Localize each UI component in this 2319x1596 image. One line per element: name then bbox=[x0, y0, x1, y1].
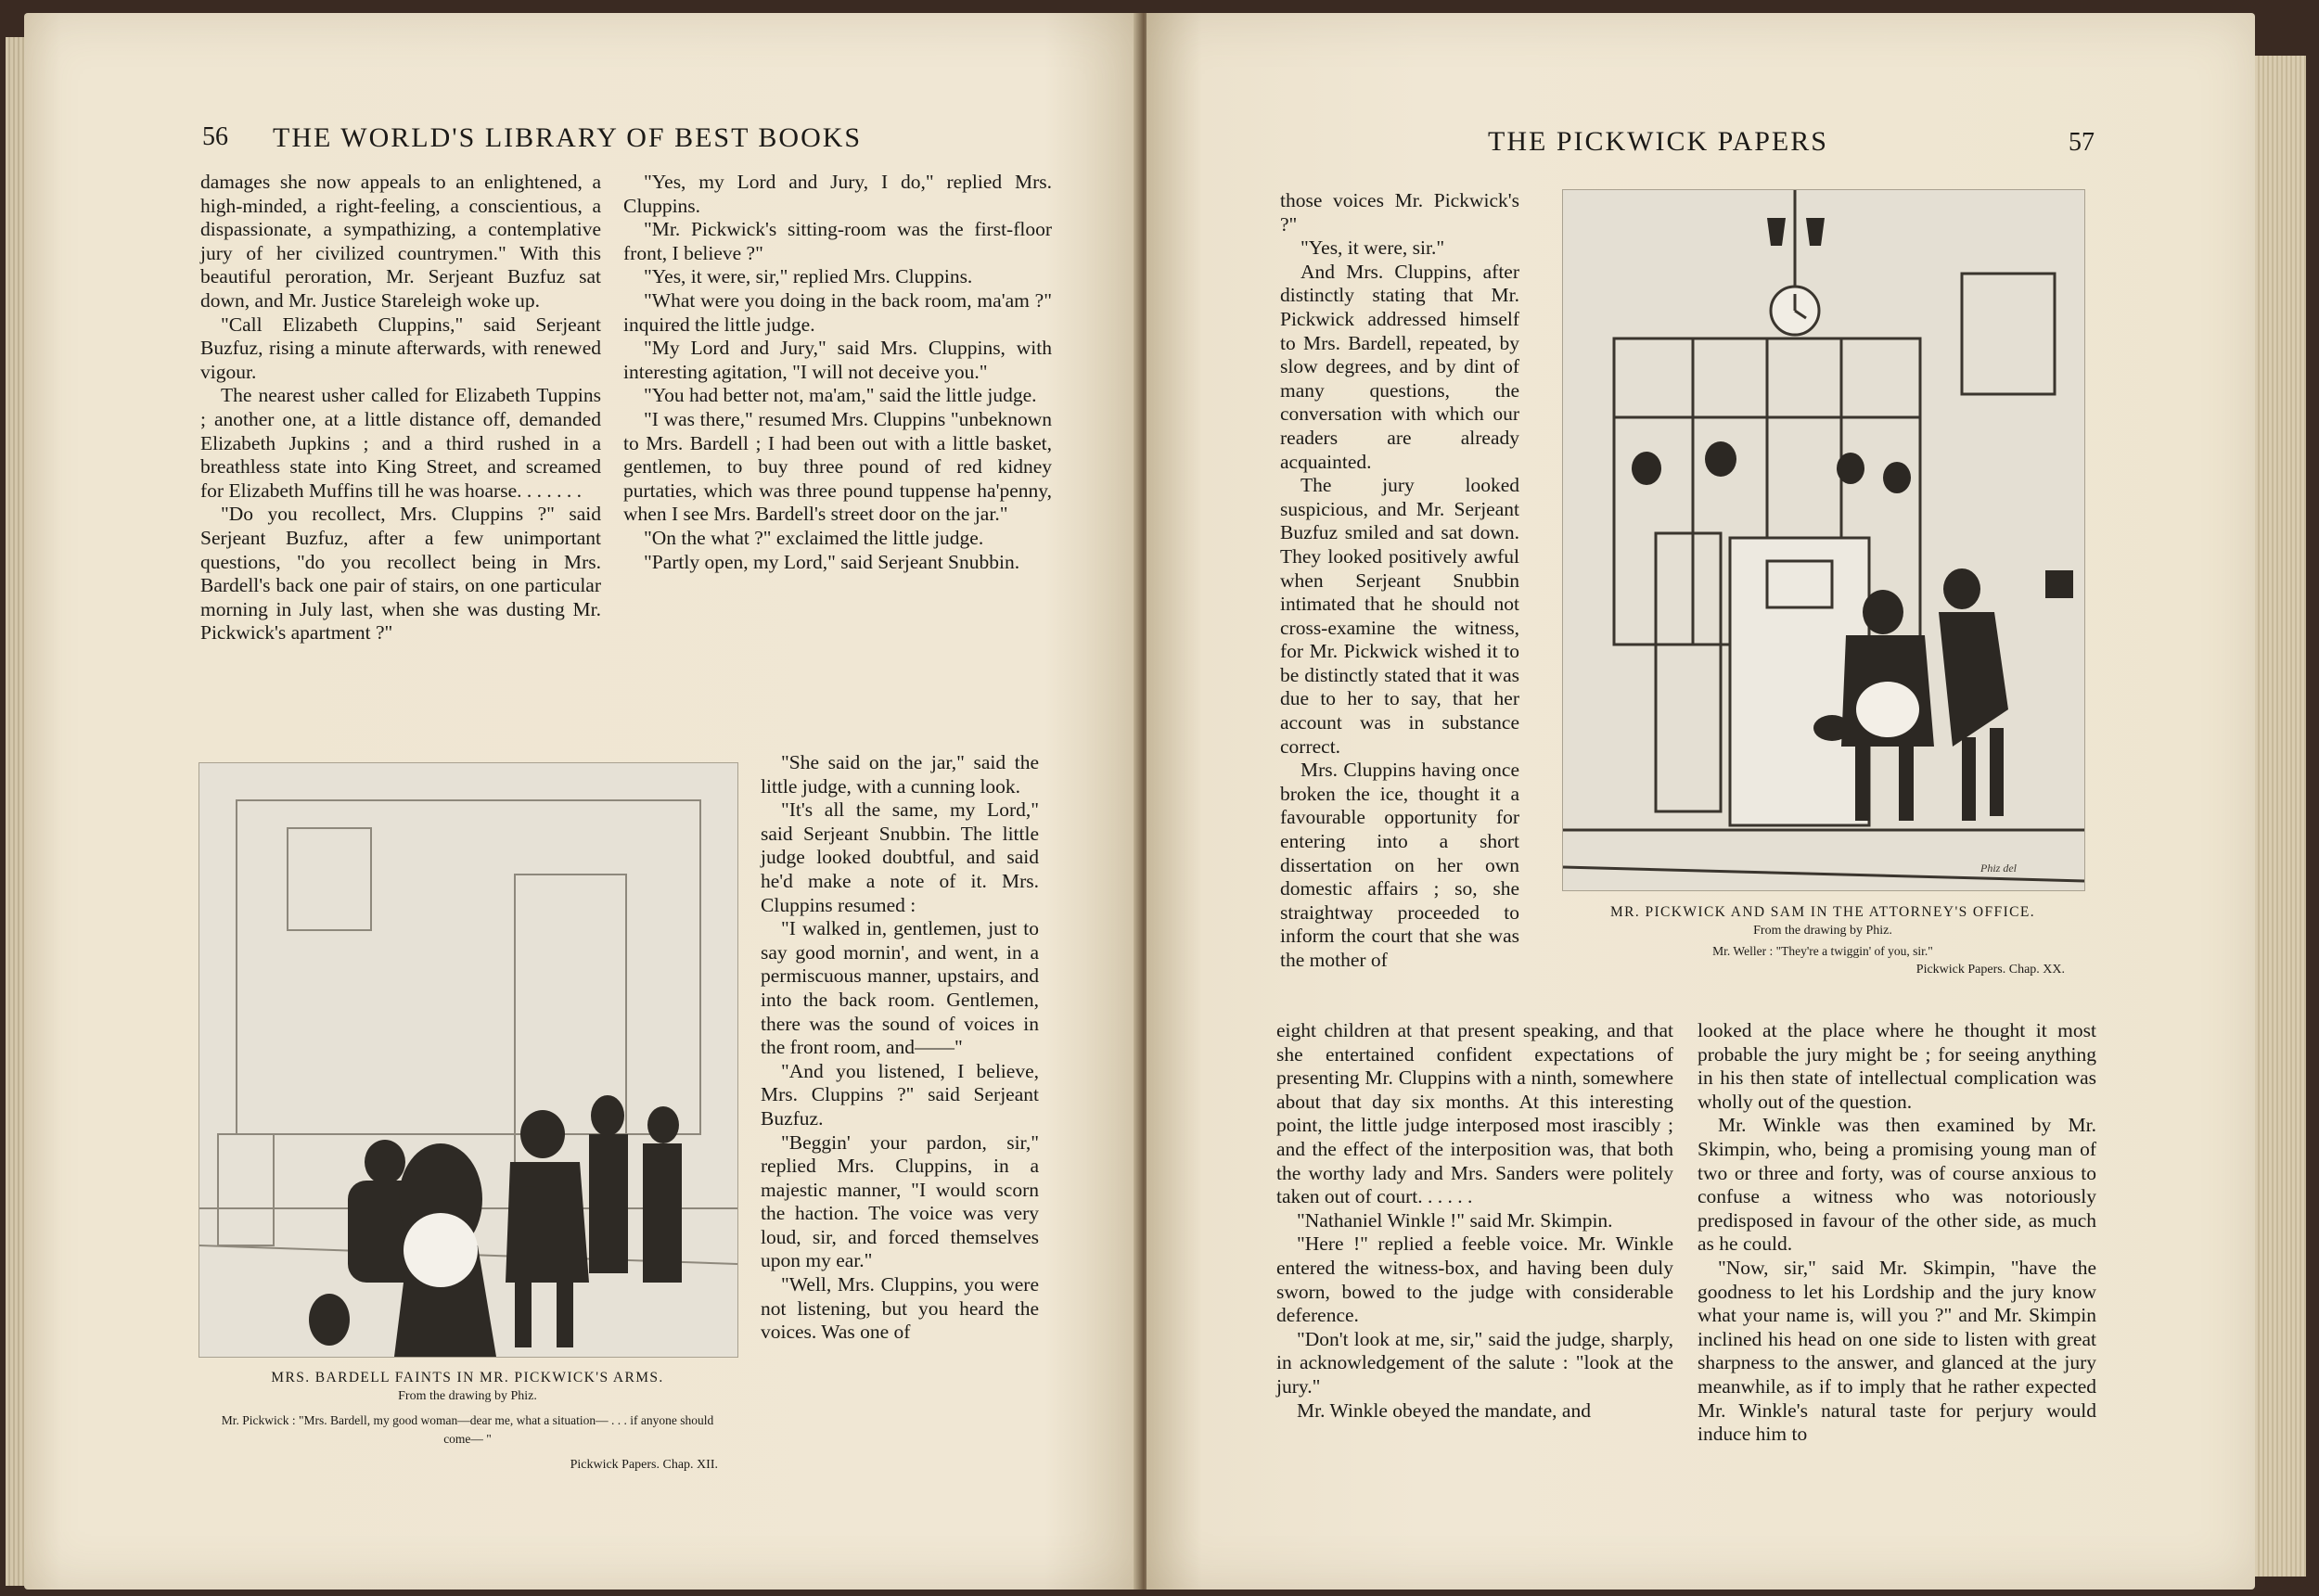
right-page-edges bbox=[2255, 56, 2306, 1577]
illustration-attorneys-office bbox=[1562, 189, 2085, 891]
paragraph: "Well, Mrs. Cluppins, you were not listening, but you heard the voices. Was one of bbox=[761, 1273, 1039, 1344]
paragraph: "Yes, it were, sir," replied Mrs. Cluppins. bbox=[644, 265, 973, 288]
caption-source: Pickwick Papers. Chap. XX. bbox=[1915, 963, 2065, 977]
illustration-mrs-bardell-faints bbox=[199, 762, 738, 1358]
paragraph: "What were you doing in the back room, ma'am ?" inquired the little judge. bbox=[623, 288, 1052, 336]
left-page-edges bbox=[6, 37, 26, 1586]
paragraph: "Partly open, my Lord," said Serjeant Snubbin. bbox=[644, 550, 1020, 573]
text-column-left-1 bbox=[200, 171, 601, 645]
paragraph: those voices Mr. Pickwick's ?" bbox=[1280, 189, 1519, 236]
left-page bbox=[24, 13, 1141, 1590]
paragraph: The jury looked suspicious, and Mr. Serjeant Buzfuz smiled and sat down. They looked positively awful when Serjeant Snubbin intimated that he should not cross-examine the witness, for Mr. Pickwick wished it to be distinctly stated that it was due to her to say, that her account was in substance correct. bbox=[1280, 474, 1519, 758]
right-page bbox=[1147, 13, 2255, 1590]
paragraph: "On the what ?" exclaimed the little judge. bbox=[644, 526, 984, 549]
caption-credit: From the drawing by Phiz. bbox=[1753, 924, 1892, 938]
illustration-caption-right bbox=[1562, 903, 2083, 979]
paragraph: "She said on the jar," said the little judge, with a cunning look. bbox=[761, 751, 1039, 798]
text-column-right-b bbox=[1698, 1019, 2096, 1447]
illustration-caption-left bbox=[199, 1369, 737, 1475]
paragraph: eight children at that present speaking, and that she entertained confident expectations of presenting Mr. Cluppins with a ninth, somewhere about that day six months. At this interesting point, the little judge interposed most irascibly ; and the effect of the interposition was, that both the worthy lady and Mrs. Sanders were politely taken out of court. . . . . . bbox=[1276, 1019, 1673, 1208]
paragraph: "Here !" replied a feeble voice. Mr. Winkle entered the witness-box, and having been duly sworn, bowed to the judge with considerable deference. bbox=[1276, 1232, 1673, 1327]
etching-drawing bbox=[199, 763, 737, 1357]
paragraph: "Yes, it were, sir." bbox=[1300, 236, 1445, 260]
caption-credit: From the drawing by Phiz. bbox=[398, 1389, 537, 1403]
paragraph: "Yes, my Lord and Jury, I do," replied Mrs. Cluppins. bbox=[623, 171, 1052, 217]
paragraph: "And you listened, I believe, Mrs. Cluppins ?" said Serjeant Buzfuz. bbox=[761, 1059, 1039, 1130]
etching-drawing bbox=[1563, 190, 2084, 890]
text-column-right-narrow bbox=[1280, 189, 1519, 973]
page-number-left: 56 bbox=[202, 122, 228, 151]
paragraph: Mr. Winkle was then examined by Mr. Skimpin, who, being a promising young man of two or three and forty, was of course anxious to confuse a witness who was notoriously predisposed in favour of the other side, as much as he could. bbox=[1698, 1114, 2096, 1256]
paragraph: "Mr. Pickwick's sitting-room was the first-floor front, I believe ?" bbox=[623, 218, 1052, 264]
caption-title: MR. PICKWICK AND SAM IN THE ATTORNEY'S OFFICE. bbox=[1609, 904, 2036, 920]
paragraph: "Now, sir," said Mr. Skimpin, "have the goodness to let his Lordship and the jury know what your name is, will you ?" and Mr. Skimpin inclined his head on one side to listen with great sharpness to the answer, and glanced at the jury meanwhile, as if to imply that he rather expected Mr. Winkle's natural taste for perjury would induce him to bbox=[1698, 1256, 2096, 1446]
caption-quote: Mr. Pickwick : "Mrs. Bardell, my good woman—dear me, what a situation— . . . if anyone should come— " bbox=[221, 1413, 714, 1446]
text-column-right-a bbox=[1276, 1019, 1673, 1423]
paragraph: "I was there," resumed Mrs. Cluppins "unbeknown to Mrs. Bardell ; I had been out with a little basket, gentlemen, to buy three pound of red kidney purtaties, which was three pound tuppense ha'penny, when I see Mrs. Bardell's street door on the jar." bbox=[623, 407, 1052, 526]
paragraph: The nearest usher called for Elizabeth Tuppins ; another one, at a little distance off, demanded Elizabeth Jupkins ; and a third rushed in a breathless state into King Street, and screamed for Elizabeth Muffins till he was hoarse. . . . . . . bbox=[200, 384, 601, 502]
caption-title: MRS. BARDELL FAINTS IN MR. PICKWICK'S ARMS. bbox=[271, 1370, 664, 1385]
caption-source: Pickwick Papers. Chap. XII. bbox=[570, 1458, 718, 1472]
running-header-right: THE PICKWICK PAPERS bbox=[1488, 126, 1828, 157]
paragraph: looked at the place where he thought it most probable the jury might be ; for seeing anything in his then state of intellectual complication was wholly out of the question. bbox=[1698, 1019, 2096, 1113]
paragraph: "Call Elizabeth Cluppins," said Serjeant Buzfuz, rising a minute afterwards, with renewed vigour. bbox=[200, 313, 601, 383]
paragraph: "Don't look at me, sir," said the judge, sharply, in acknowledgement of the salute : "look at the jury." bbox=[1276, 1327, 1673, 1398]
paragraph: "Beggin' your pardon, sir," replied Mrs. Cluppins, in a majestic manner, "I would scorn the haction. The voice was very loud, sir, and forced themselves upon my ear." bbox=[761, 1130, 1039, 1272]
paragraph: "It's all the same, my Lord," said Serjeant Snubbin. The little judge looked doubtful, and said he'd make a note of it. Mrs. Cluppins resumed : bbox=[761, 798, 1039, 916]
page-number-right: 57 bbox=[2069, 128, 2095, 157]
artist-signature: Phiz del bbox=[1980, 862, 2017, 875]
paragraph: "I walked in, gentlemen, just to say good mornin', and went, in a permiscuous manner, upstairs, and into the back room. Gentlemen, there was the sound of voices in the front room, and——" bbox=[761, 917, 1039, 1059]
paragraph: "You had better not, ma'am," said the little judge. bbox=[644, 384, 1037, 407]
paragraph: Mrs. Cluppins having once broken the ice, thought it a favourable opportunity for entering into a short dissertation on her own domestic affairs ; so, she straightway proceeded to inform the court that she was the mother of bbox=[1280, 759, 1519, 971]
paragraph: Mr. Winkle obeyed the mandate, and bbox=[1297, 1398, 1591, 1422]
text-column-left-2 bbox=[623, 171, 1052, 574]
paragraph: "Nathaniel Winkle !" said Mr. Skimpin. bbox=[1297, 1208, 1613, 1232]
text-column-left-3 bbox=[761, 751, 1039, 1345]
paragraph: "My Lord and Jury," said Mrs. Cluppins, with interesting agitation, "I will not deceive you." bbox=[623, 337, 1052, 383]
running-header-left: THE WORLD'S LIBRARY OF BEST BOOKS bbox=[273, 122, 863, 153]
paragraph: "Do you recollect, Mrs. Cluppins ?" said Serjeant Buzfuz, after a few unimportant questions, "do you recollect being in Mrs. Bardell's back one pair of stairs, on one particular morning in July last, when she was dusting Mr. Pickwick's apartment ?" bbox=[200, 503, 601, 645]
paragraph: And Mrs. Cluppins, after distinctly stating that Mr. Pickwick addressed himself to Mrs. Bardell, repeated, by slow degrees, and by dint of many questions, the conversation with which our readers are already acquainted. bbox=[1280, 260, 1519, 473]
paragraph: damages she now appeals to an enlightened, a high-minded, a right-feeling, a conscientious, a dispassionate, a sympathizing, a contemplative jury of her civilized countrymen." With this beautiful peroration, Mr. Serjeant Buzfuz sat down, and Mr. Justice Stareleigh woke up. bbox=[200, 171, 601, 312]
caption-quote: Mr. Weller : "They're a twiggin' of you, sir." bbox=[1712, 944, 1933, 958]
